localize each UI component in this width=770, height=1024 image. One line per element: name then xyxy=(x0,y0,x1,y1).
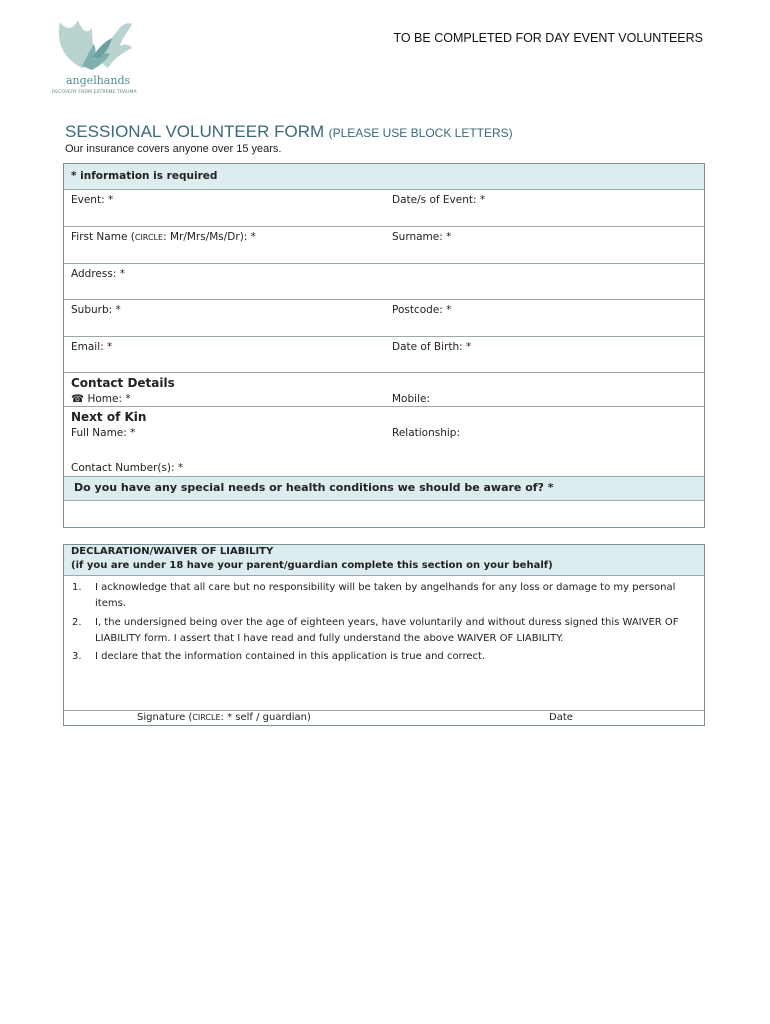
name-row xyxy=(64,226,704,264)
declaration-header xyxy=(64,545,704,575)
home-label: Home: * xyxy=(87,393,131,405)
declaration-item xyxy=(72,649,700,665)
next-of-kin-title: Next of Kin xyxy=(71,410,147,424)
first-name-suffix: : Mr/Mrs/Ms/Dr): * xyxy=(163,231,256,243)
logo-name: angelhands xyxy=(66,74,131,87)
event-dates-field[interactable]: Date/s of Event: * xyxy=(392,194,486,206)
suburb-field[interactable]: Suburb: * xyxy=(71,304,121,316)
circle-word: CIRCLE xyxy=(192,713,221,722)
event-field[interactable]: Event: * xyxy=(71,194,114,206)
mobile-field[interactable]: Mobile: xyxy=(392,393,430,405)
item-number: 2. xyxy=(72,617,82,628)
suburb-row xyxy=(64,299,704,337)
address-row xyxy=(64,263,704,300)
event-row xyxy=(64,189,704,227)
dob-field[interactable]: Date of Birth: * xyxy=(392,341,472,353)
signature-suffix: : * self / guardian) xyxy=(220,712,311,723)
home-phone-field[interactable] xyxy=(71,393,131,405)
logo-tagline: RECOVERY FROM EXTREME TRAUMA xyxy=(52,90,137,95)
contact-details-row xyxy=(64,372,704,407)
relationship-field[interactable]: Relationship: xyxy=(392,427,460,439)
item-number: 1. xyxy=(72,582,82,593)
form-title xyxy=(65,122,513,142)
declaration-items xyxy=(64,575,704,711)
phone-icon: ☎ xyxy=(71,393,85,405)
insurance-note: Our insurance covers anyone over 15 years. xyxy=(65,143,282,155)
kin-full-name-field[interactable]: Full Name: * xyxy=(71,427,136,439)
angelhands-logo xyxy=(52,18,142,100)
email-field[interactable]: Email: * xyxy=(71,341,113,353)
item-text: I, the undersigned being over the age of eighteen years, have voluntarily and without duress signed this WAIVER OF LIABILITY form. I assert that I have read and fully understand the above WAIVER OF LIABILITY. xyxy=(95,617,679,644)
declaration-title: DECLARATION/WAIVER OF LIABILITY xyxy=(71,546,274,557)
signature-row xyxy=(64,710,704,727)
declaration-item xyxy=(72,580,700,612)
date-field[interactable]: Date xyxy=(549,712,573,723)
circle-word: CIRCLE xyxy=(134,233,164,242)
form-title-main: SESSIONAL VOLUNTEER FORM xyxy=(65,122,325,141)
item-text: I declare that the information contained in this application is true and correct. xyxy=(95,651,486,662)
item-number: 3. xyxy=(72,651,82,662)
address-field[interactable]: Address: * xyxy=(71,268,125,280)
signature-field[interactable] xyxy=(137,712,311,723)
volunteer-form xyxy=(63,163,705,528)
next-of-kin-row xyxy=(64,406,704,464)
email-row xyxy=(64,336,704,373)
surname-field[interactable]: Surname: * xyxy=(392,231,452,243)
form-title-sub: (PLEASE USE BLOCK LETTERS) xyxy=(328,126,513,140)
contact-numbers-row xyxy=(64,463,704,476)
contact-numbers-field[interactable]: Contact Number(s): * xyxy=(71,462,184,474)
top-note: TO BE COMPLETED FOR DAY EVENT VOLUNTEERS xyxy=(393,31,703,45)
special-needs-question: Do you have any special needs or health conditions we should be aware of? * xyxy=(74,481,554,494)
declaration-box xyxy=(63,544,705,726)
required-note-row xyxy=(64,164,704,189)
declaration-item xyxy=(72,615,700,647)
declaration-subtitle: (if you are under 18 have your parent/guardian complete this section on your behalf) xyxy=(71,560,553,571)
special-needs-answer[interactable] xyxy=(64,500,704,529)
first-name-prefix: First Name ( xyxy=(71,231,135,243)
required-note: * information is required xyxy=(71,170,218,182)
special-needs-row xyxy=(64,476,704,501)
contact-details-title: Contact Details xyxy=(71,376,175,390)
hands-wing-logo-icon xyxy=(52,18,142,74)
item-text: I acknowledge that all care but no responsibility will be taken by angelhands for any loss or damage to my personal items. xyxy=(95,582,676,609)
signature-prefix: Signature ( xyxy=(137,712,193,723)
first-name-field[interactable] xyxy=(71,231,256,243)
postcode-field[interactable]: Postcode: * xyxy=(392,304,452,316)
